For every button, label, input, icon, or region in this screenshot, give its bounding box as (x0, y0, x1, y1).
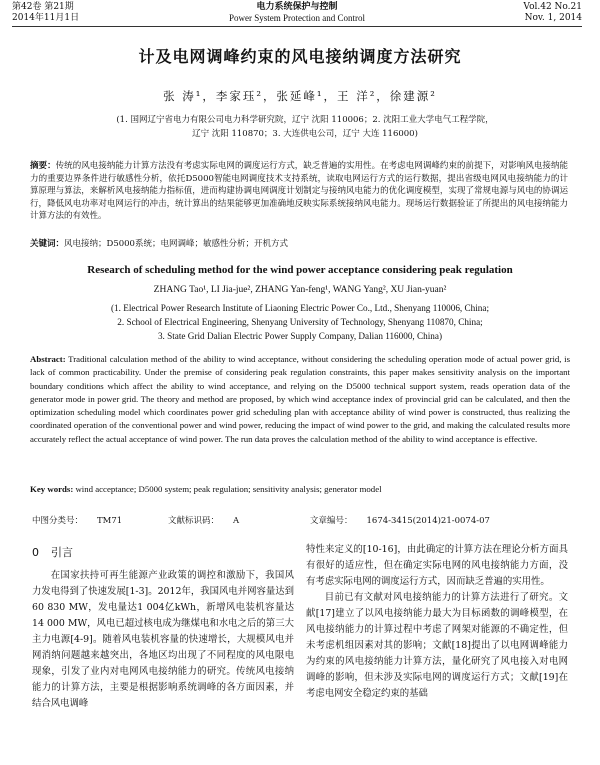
section-heading (32, 544, 73, 560)
abstract-en-text: Traditional calculation method of the ability to wind acceptance, without considering the scheduling operation mode of actual power grid, is lack of common practicability. Under the premise of considering peak regulation constraints, this paper makes sensitivity analysis on the important boundary conditions which affect the ability to wind acceptance, and relying on the D5000 technical support system, reads operation data of the generator mode in power grid. The theory and method are proposed, by which wind acceptance index of provincial grid can be calculated, and then the optimization scheduling model which coordinates power grid scheduling plan with acceptance ability of wind power is constructed, thus realizing the coordinated operation of the conventional power and wind power, reducing the impact of wind power to the grid, and making the calculated results more accurately reflect the actual acceptance of wind power. The run data proves the calculation method of the ability to wind acceptance is effective. (30, 354, 571, 444)
clc-value: TM71 (97, 516, 123, 526)
keywords-cn (30, 238, 568, 250)
volume-en: Vol.42 No.21 (523, 2, 582, 12)
abstract-cn-label: 摘要： (30, 161, 56, 171)
body-left-column: 在国家扶持可再生能源产业政策的调控和激励下，我国风力发电得到了快速发展[1-3]。2012年，我国风电并网容量达到60 830 MW，发电量达1 004亿kWh，新增风电装机容量达14 000 MW，风电已超过核电成为继煤电和水电之后的第三大主力电源[4-9]。随着风电装机容量的快速增长，大规模风电并网消纳问题越来越突出，各地区均出现了不同程度的风电限电现象，引发了业内对电网风电接纳能力的研究。传统风电接纳能力的计算方法，主要是根据影响系统调峰的各方面因素，并结合风电调峰 (32, 570, 294, 709)
keywords-en (30, 483, 570, 495)
affiliation-en-line: 3. State Grid Dalian Electric Power Supply Company, Dalian 116000, China) (157, 331, 443, 341)
clc-label: 中图分类号： (32, 516, 84, 526)
journal-name-cn: 电力系统保护与控制 (256, 2, 338, 12)
keywords-en-text: wind acceptance; D5000 system; peak regulation; sensitivity analysis; generator model (75, 484, 382, 494)
paper-title-en: Research of scheduling method for the wind power acceptance considering peak regulation (87, 264, 513, 276)
keywords-en-label: Key words: (30, 484, 74, 494)
body-paragraph: 目前已有文献对风电接纳能力的计算方法进行了研究。文献[17]建立了以风电接纳能力最大为目标函数的调峰模型，在风电接纳能力的计算过程中考虑了网架对能源的不确定性，但未考虑机组因素对其的影响；文献[18]提出了以电网调峰能力为约束的风电接纳能力计算方法，量化研究了风电接入对电网调峰的影响，但未涉及实际电网的调度运行方式；文献[19]在考虑电网安全稳定约束的基础 (306, 592, 568, 699)
paper-title-cn: 计及电网调峰约束的风电接纳调度方法研究 (138, 47, 462, 66)
keywords-cn-label: 关键词： (30, 239, 65, 249)
abstract-cn-text: 传统的风电接纳能力计算方法没有考虑实际电网的调度运行方式，缺乏普遍的实用性。在考虑电网调峰约束的前提下，对影响风电接纳能力的重要边界条件进行敏感性分析，依托D5000智能电网调度技术支持系统，读取电网运行方式的运行数据，提出省级电网风电接纳能力的计算原理与算法，来解析风电接纳能力指标值，进而构建协调电网调度计划制定与接纳风电能力的优化调度模型，实现了常规电源与风电的协调运行，降低风电功率对电网运行的冲击，统计算出的结果能够更加准确地反映实际系统接纳风电能力。现场运行数据验证了所提出的风电接纳能力计算方法的有效性。 (30, 161, 568, 221)
authors-en: ZHANG Tao¹, LI Jia-jue², ZHANG Yan-feng¹, WANG Yang², XU Jian-yuan² (153, 285, 447, 295)
doc-label: 文献标识码： (168, 516, 220, 526)
affiliation-cn-line: 辽宁 沈阳 110870；3. 大连供电公司，辽宁 大连 116000) (192, 129, 418, 139)
clc-number (32, 514, 122, 526)
affiliation-cn-line: (1. 国网辽宁省电力有限公司电力科学研究院，辽宁 沈阳 110006；2. 沈阳工业大学电气工程学院， (116, 115, 494, 125)
abstract-en-label: Abstract: (30, 354, 66, 364)
volume-cn: 第42卷 第21期 (12, 2, 74, 12)
date-en: Nov. 1, 2014 (524, 13, 582, 23)
keywords-cn-text: 风电接纳；D5000系统；电网调峰；敏感性分析；开机方式 (64, 239, 288, 249)
section-title: 引言 (51, 546, 73, 559)
page-header (12, 2, 582, 27)
article-number (310, 514, 490, 526)
affiliation-en-line: 2. School of Electrical Engineering, Shenyang University of Technology, Shenyang 110870, China; (117, 317, 483, 327)
section-number: 0 (32, 546, 39, 559)
abstract-en (30, 353, 570, 446)
affiliation-en-line: (1. Electrical Power Research Institute of Liaoning Electric Power Co., Ltd., Shenyang 110006, China; (110, 303, 490, 313)
body-paragraph: 特性来定义的[10-16]，由此确定的计算方法在理论分析方面具有很好的适应性，但在确定实际电网的风电接纳能力方面，没有考虑实际电网的调度运行方式，因而缺乏普遍的实用性。 (306, 544, 568, 587)
journal-name-en: Power System Protection and Control (229, 13, 365, 23)
authors-cn: 张 涛¹，李家珏²，张延峰¹，王 洋²，徐建源² (163, 89, 437, 103)
body-right-column (306, 542, 568, 702)
document-code (168, 514, 239, 526)
abstract-cn (30, 160, 568, 223)
date-cn: 2014年11月1日 (12, 13, 80, 23)
doc-value: A (233, 516, 240, 526)
article-label: 文章编号： (310, 516, 353, 526)
article-value: 1674-3415(2014)21-0074-07 (366, 516, 490, 526)
